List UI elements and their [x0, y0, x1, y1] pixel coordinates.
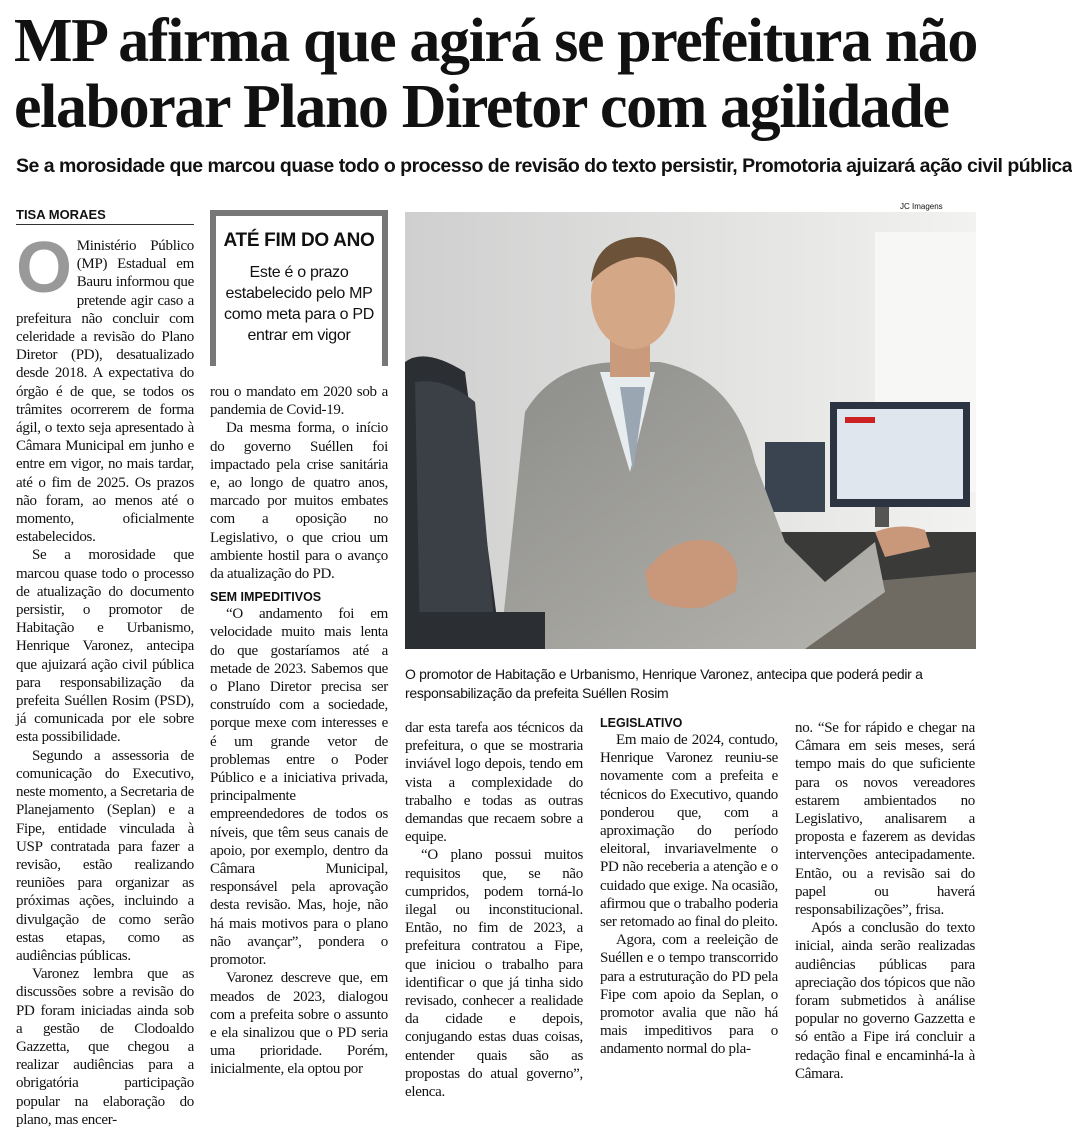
article-column-4	[600, 715, 778, 1077]
paragraph: Segundo a assessoria de comunicação do Executivo, neste momento, a Secretaria de Planejamento (Seplan) e a Fipe, entidade vinculada à USP contratada para fazer a revisão, estão realizando reuniões para organizar as próximas ações, incluindo a divulgação de como serão estas etapas, como as audiências públicas.	[16, 747, 195, 964]
paragraph: Varonez lembra que as discussões sobre a revisão do PD foram iniciadas ainda sob a gestão de Clodoaldo Gazzetta, que chegou a realizar audiências para a obrigatória participação popular na elaboração do plano, mas encer-	[16, 966, 194, 1128]
paragraph: Se a morosidade que marcou quase todo o processo de atualização do documento persistir, o promotor de Habitação e Urbanismo, Henrique Varonez, antecipa que ajuizará ação civil pública para responsabilização da prefeita Suéllen Rosim (PSD), já comunicada por ele sobre esta possibilidade.	[16, 547, 194, 746]
headline: MP afirma que agirá se prefeitura não elaborar Plano Diretor com agilidade	[14, 7, 977, 141]
paragraph: “O andamento foi em velocidade muito mais lenta do que gostaríamos até a metade de 2023. Sabemos que o Plano Diretor precisa ser construído com a sociedade, porque mexe com interesses e é um grande vetor de problemas entre o Poder Público e a iniciativa privada, principalmente empreendedores de todos os níveis, que têm seus canais de apoio, por exemplo, dentro da Câmara Municipal, responsável pela aprovação desta revisão. Mas, hoje, não há mais motivos para o plano não avançar”, pondera o promotor.	[210, 606, 388, 969]
paragraph: “O plano possui muitos requisitos que, se não cumpridos, podem torná-lo ilegal ou inconstitucional. Então, no fim de 2023, a prefeitura contratou a Fipe, que iniciou o trabalho para identificar o que já tinha sido revisado, conhecer a realidade da cidade e depois, conjugando estas duas coisas, entender quais são as propostas do atual governo”, elenca.	[405, 847, 583, 1101]
article-column-3	[405, 719, 583, 1101]
byline: TISA MORAES	[16, 206, 194, 225]
section-heading-legislativo: LEGISLATIVO	[600, 716, 683, 730]
article-column-2	[210, 383, 388, 1077]
paragraph: rou o mandato em 2020 sob a pandemia de Covid-19.	[210, 384, 388, 419]
sidebar-title: ATÉ FIM DO ANO	[223, 230, 375, 251]
paragraph: Da mesma forma, o início do governo Suéllen foi impactado pela crise sanitária e, ao longo de quatro anos, marcado por muitos embates com a oposição no Legislativo, o que criou um ambiente hostil para o avanço da atualização do PD.	[210, 420, 388, 583]
subheadline: Se a morosidade que marcou quase todo o processo de revisão do texto persistir, Promotoria ajuizará ação civil pública	[16, 155, 1072, 177]
photo-caption: O promotor de Habitação e Urbanismo, Henrique Varonez, antecipa que poderá pedir a responsabilização da prefeita Suéllen Rosim	[405, 666, 923, 701]
photo-illustration	[405, 212, 976, 649]
sidebar-box	[210, 210, 388, 366]
photo-credit: JC Imagens	[900, 202, 943, 211]
article-column-5	[795, 719, 975, 1082]
section-heading-sem-impeditivos: SEM IMPEDITIVOS	[210, 590, 322, 605]
paragraph: Em maio de 2024, contudo, Henrique Varonez reuniu-se novamente com a prefeita e técnicos do Executivo, quando ponderou que, com a aproximação do período eleitoral, invariavelmente o PD não receberia a atenção e o cuidado que exige. Na ocasião, afirmou que o trabalho poderia ser retomado ao final do pleito.	[600, 732, 778, 931]
drop-cap: O	[16, 228, 72, 308]
article-column-1	[16, 228, 195, 1128]
sidebar-body: Este é o prazo estabelecido pelo MP como meta para o PD entrar em vigor	[224, 264, 374, 344]
paragraph: Agora, com a reeleição de Suéllen e o tempo transcorrido para a estruturação do PD pela Fipe com apoio da Seplan, o promotor avalia que não há mais impeditivos para o andamento normal do pla-	[600, 932, 778, 1058]
paragraph-intro: Ministério Público (MP) Estadual em Bauru informou que pretende agir caso a prefeitura não concluir com celeridade a revisão do Plano Diretor (PD), desatualizado desde 2018. A expectativa do órgão é de que, se todos os trâmites ocorrerem de forma ágil, o texto seja apresentado à Câmara Municipal em junho e entre em vigor, no mais tardar, até o fim de 2025. Os prazos não foram, ao menos até o momento, oficialmente estabelecidos.	[16, 238, 194, 546]
paragraph: dar esta tarefa aos técnicos da prefeitura, o que se mostraria inviável logo depois, tendo em vista a complexidade do trabalho e todas as outras demandas que recaem sobre a equipe.	[405, 720, 583, 846]
article-photo	[405, 212, 976, 649]
paragraph: no. “Se for rápido e chegar na Câmara em seis meses, será tempo mais do que suficiente para os novos vereadores estarem ambientados no Legislativo, analisarem a proposta e fazerem as devidas intervenções antecipadamente. Então, ou a revisão sai do papel ou haverá responsabilizações”, frisa.	[795, 720, 975, 919]
paragraph: Varonez descreve que, em meados de 2023, dialogou com a prefeita sobre o assunto e ela sinalizou que o PD seria uma prioridade. Porém, inicialmente, ela optou por	[210, 970, 388, 1078]
paragraph: Após a conclusão do texto inicial, ainda serão realizadas audiências públicas para apreciação dos tópicos que não foram submetidos à análise popular no governo Gazzetta e só então a Fipe irá concluir a redação final e encaminhá-la à Câmara.	[795, 920, 975, 1082]
